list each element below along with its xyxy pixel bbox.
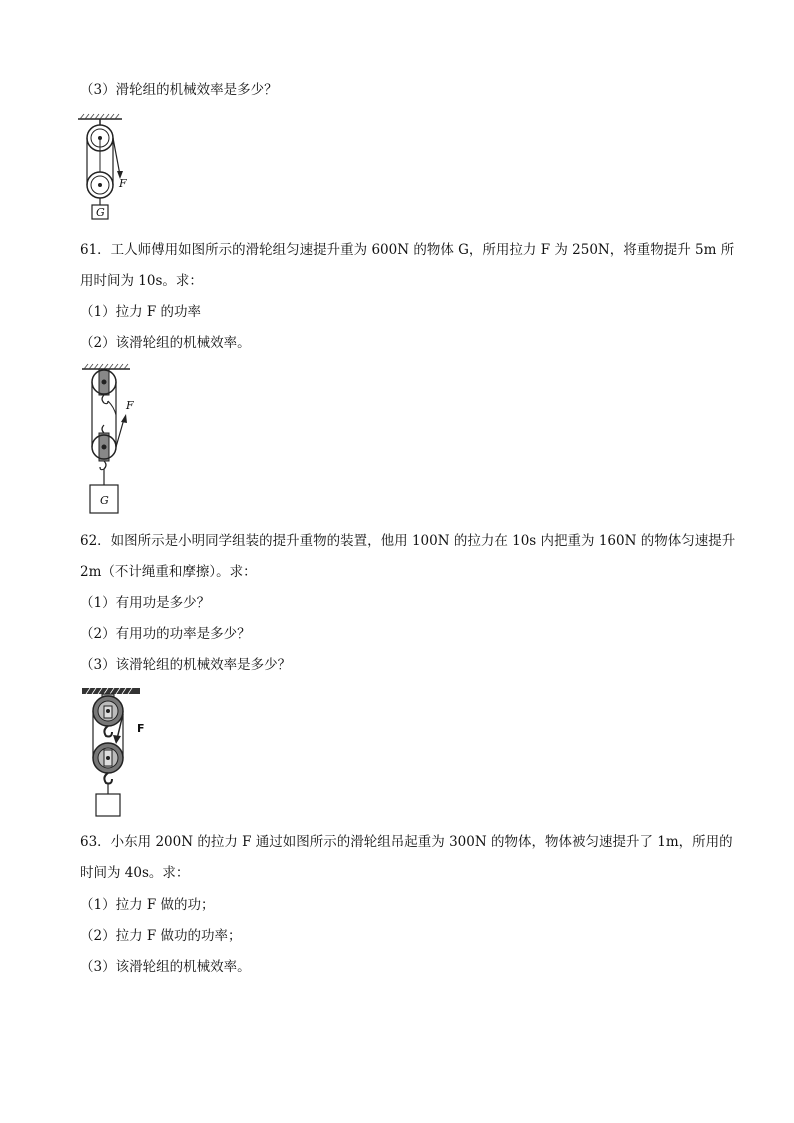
q62-line2: 2m（不计绳重和摩擦）。求：: [80, 564, 257, 580]
fig61-force-label: F: [126, 399, 134, 412]
q61-line1: 61．工人师傅用如图所示的滑轮组匀速提升重为 600N 的物体 G，所用拉力 F 为 250N，将重物提升 5m 所: [80, 242, 735, 258]
figure-pulley-61: [80, 363, 150, 515]
q63-line2: 时间为 40s。求：: [80, 865, 190, 881]
fig62-force-label: F: [137, 722, 145, 735]
q63-sub3: （3）该滑轮组的机械效率。: [80, 959, 251, 975]
fig60-weight-label: G: [96, 206, 105, 219]
q63-sub1: （1）拉力 F 做的功；: [80, 897, 215, 913]
fig61-weight-label: G: [100, 494, 109, 507]
q60-sub3: （3）滑轮组的机械效率是多少？: [80, 82, 278, 98]
figure-pulley-60: [76, 113, 146, 223]
q63-line1: 63．小东用 200N 的拉力 F 通过如图所示的滑轮组吊起重为 300N 的物体，物体被匀速提升了 1m，所用的: [80, 834, 733, 850]
q62-sub1: （1）有用功是多少？: [80, 595, 211, 611]
q62-line1: 62．如图所示是小明同学组装的提升重物的装置，他用 100N 的拉力在 10s 内把重为 160N 的物体匀速提升: [80, 533, 736, 549]
q61-sub1: （1）拉力 F 的功率: [80, 304, 202, 320]
q62-sub3: （3）该滑轮组的机械效率是多少？: [80, 657, 292, 673]
q62-sub2: （2）有用功的功率是多少？: [80, 626, 251, 642]
fig60-force-label: F: [119, 177, 127, 190]
q61-sub2: （2）该滑轮组的机械效率。: [80, 335, 251, 351]
q61-line2: 用时间为 10s。求：: [80, 273, 203, 289]
figure-pulley-62: [80, 686, 160, 820]
q63-sub2: （2）拉力 F 做功的功率；: [80, 928, 242, 944]
